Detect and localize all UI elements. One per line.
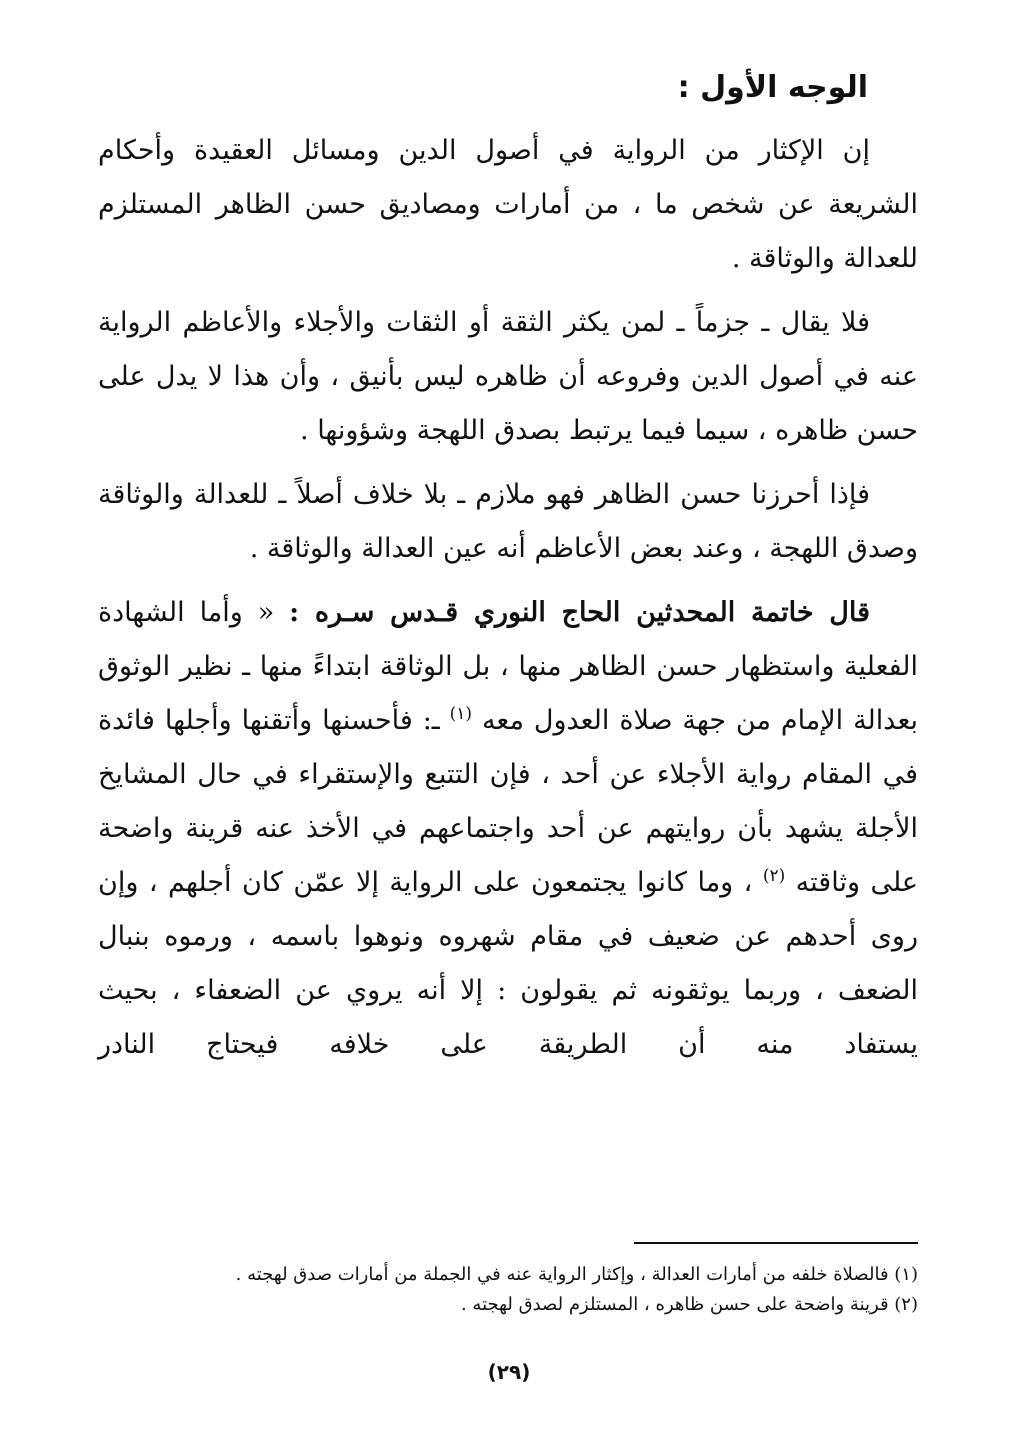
footnote-separator bbox=[634, 1242, 918, 1244]
footnotes bbox=[98, 1260, 918, 1320]
quote-part-1: « وأما الشهادة الفعلية واستظهار حسن الظاهر منها ، بل الوثاقة ابتداءً منها ـ نظير الوثوق بعدالة الإمام من جهة صلاة العدول معه bbox=[98, 597, 918, 736]
quote-attribution: قال خاتمة المحدثين الحاج النوري قـدس سـره : bbox=[289, 597, 870, 628]
paragraph-2: فلا يقال ـ جزماً ـ لمن يكثر الثقة أو الثقات والأجلاء والأعاظم الرواية عنه في أصول الدين وفروعه أن ظاهره ليس بأنيق ، وأن هذا لا يدل على حسن ظاهره ، سيما فيما يرتبط بصدق اللهجة وشؤونها . bbox=[98, 307, 918, 446]
paragraph-3: فإذا أحرزنا حسن الظاهر فهو ملازم ـ بلا خلاف أصلاً ـ للعدالة والوثاقة وصدق اللهجة ، وعند بعض الأعاظم أنه عين العدالة والوثاقة . bbox=[98, 479, 918, 564]
quote-part-2: ـ: فأحسنها وأتقنها وأجلها فائدة في المقام رواية الأجلاء عن أحد ، فإن التتبع والإستقراء في حال المشايخ الأجلة يشهد بأن روايتهم عن أحد واجتماعهم في الأخذ عنه قرينة واضحة على وثاقته bbox=[98, 705, 918, 898]
page-number: (٢٩) bbox=[487, 1360, 531, 1384]
body-text bbox=[98, 124, 918, 1082]
footnote-ref-1: (١) bbox=[449, 704, 473, 724]
quote-part-3: ، وما كانوا يجتمعون على الرواية إلا عمّن كان أجلهم ، وإن روى أحدهم عن ضعيف في مقام شهروه ونوهوا باسمه ، ورموه بنبال الضعف ، وربما يوثقونه ثم يقولون : إلا أنه يروي عن الضعفاء ، بحيث يستفاد منه أن الطريقة على خلافه فيحتاج النادر bbox=[98, 867, 918, 1060]
footnote-2: (٢) قرينة واضحة على حسن ظاهره ، المستلزم لصدق لهجته . bbox=[460, 1294, 918, 1315]
paragraph-1: إن الإكثار من الرواية في أصول الدين ومسائل العقيدة وأحكام الشريعة عن شخص ما ، من أمارات ومصاديق حسن الظاهر المستلزم للعدالة والوثاقة . bbox=[98, 135, 918, 274]
footnote-ref-2: (٢) bbox=[762, 866, 786, 886]
footnote-1: (١) فالصلاة خلفه من أمارات العدالة ، وإكثار الرواية عنه في الجملة من أمارات صدق لهجته . bbox=[235, 1264, 918, 1285]
section-heading: الوجه الأول : bbox=[677, 70, 868, 105]
paragraph-4 bbox=[98, 586, 918, 1072]
